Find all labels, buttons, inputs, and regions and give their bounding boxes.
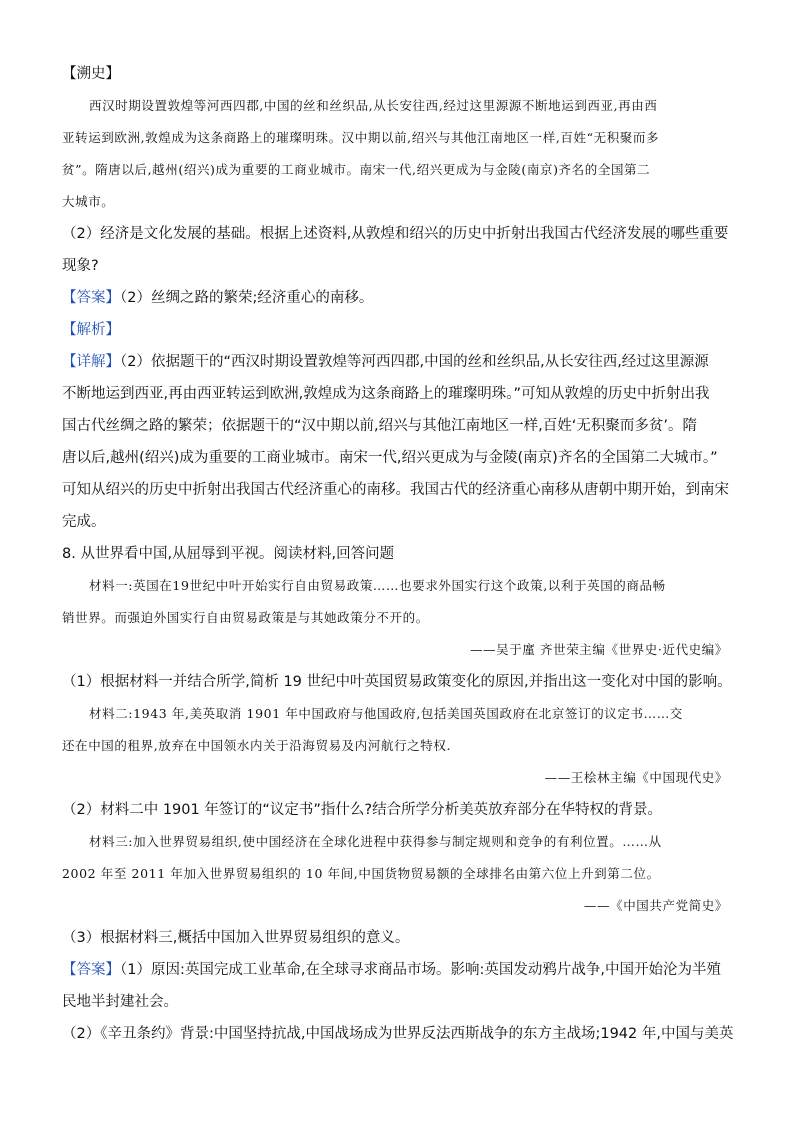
analysis-label: 【解析】	[62, 322, 120, 338]
material-source: ——《中国共产党简史》	[583, 898, 728, 913]
question-8-1: （1）根据材料一并结合所学,简析 19 世纪中叶英国贸易政策变化的原因,并指出这一变化对中国的影响。	[62, 674, 732, 690]
material-line: 贫”。隋唐以后,越州(绍兴)成为重要的工商业城市。南宋一代,绍兴更成为与金陵(南京)齐名的全国第二	[62, 162, 651, 177]
answer-line: 民地半封建社会。	[62, 994, 178, 1010]
detail-text: （2）依据题干的“西汉时期设置敦煌等河西四郡,中国的丝和丝织品,从长安往西,经过这里源源	[120, 354, 709, 370]
detail-line: 不断地运到西亚,再由西亚转运到欧洲,敦煌成为这条商路上的璀璨明珠。”可知从敦煌的历史中折射出我	[62, 386, 710, 402]
detail-line: 唐以后,越州(绍兴)成为重要的工商业城市。南宋一代,绍兴更成为与金陵(南京)齐名的全国第二大城市。”	[62, 450, 718, 466]
answer-1	[62, 288, 373, 308]
answer-2-first-line	[62, 960, 721, 980]
detail-label: 【详解】	[62, 354, 120, 370]
answer-text: （2）丝绸之路的繁荣;经济重心的南移。	[120, 290, 374, 306]
section-label: 【溯史】	[62, 66, 120, 82]
question-line: （2）经济是文化发展的基础。根据上述资料,从敦煌和绍兴的历史中折射出我国古代经济发展的哪些重要	[62, 226, 729, 242]
material-line: 销世界。而强迫外国实行自由贸易政策是与其她政策分不开的。	[62, 610, 429, 625]
question-8-2: （2）材料二中 1901 年签订的“议定书”指什么?结合所学分析美英放弃部分在华特权的背景。	[62, 802, 663, 818]
material-line: 亚转运到欧洲,敦煌成为这条商路上的璀璨明珠。汉中期以前,绍兴与其他江南地区一样,百姓“无积聚而多	[62, 130, 660, 145]
material-line: 大城市。	[62, 194, 115, 209]
detail-line: 完成。	[62, 514, 106, 530]
answer-label: 【答案】	[62, 962, 120, 978]
answer-text: （1）原因:英国完成工业革命,在全球寻求商品市场。影响:英国发动鸦片战争,中国开始沦为半殖	[120, 962, 721, 978]
material-line: 还在中国的租界,放弃在中国领水内关于沿海贸易及内河航行之特权.	[62, 738, 452, 753]
material-line: 2002 年至 2011 年加入世界贸易组织的 10 年间,中国货物贸易额的全球排名由第六位上升到第二位。	[62, 866, 660, 881]
answer-label: 【答案】	[62, 290, 120, 306]
detail-line: 可知从绍兴的历史中折射出我国古代经济重心的南移。我国古代的经济重心南移从唐朝中期开始，到南宋	[62, 482, 729, 498]
material-source: ——吴于廑 齐世荣主编《世界史·近代史编》	[469, 642, 728, 657]
material-line: 材料三:加入世界贸易组织,使中国经济在全球化进程中获得参与制定规则和竞争的有利位置。……从	[89, 834, 662, 849]
material-line: 材料一:英国在19世纪中叶开始实行自由贸易政策……也要求外国实行这个政策,以利于英国的商品畅	[89, 578, 666, 593]
detail-first-line	[62, 352, 709, 372]
material-line: 西汉时期设置敦煌等河西四郡,中国的丝和丝织品,从长安往西,经过这里源源不断地运到西亚,再由西	[89, 98, 658, 113]
material-source: ——王桧林主编《中国现代史》	[544, 770, 728, 785]
answer-line: （2）《辛丑条约》背景:中国坚持抗战,中国战场成为世界反法西斯战争的东方主战场;1942 年,中国与美英	[62, 1026, 734, 1042]
question-8-3: （3）根据材料三,概括中国加入世界贸易组织的意义。	[62, 930, 410, 946]
question-line: 现象?	[62, 258, 99, 274]
material-line: 材料二:1943 年,美英取消 1901 年中国政府与他国政府,包括美国英国政府在北京签订的议定书……交	[89, 706, 683, 721]
question-8-title: 8. 从世界看中国,从屈辱到平视。阅读材料,回答问题	[62, 546, 395, 562]
detail-line: 国古代丝绸之路的繁荣；依据题干的“汉中期以前,绍兴与其他江南地区一样,百姓‘无积聚而多贫’。隋	[62, 418, 697, 434]
